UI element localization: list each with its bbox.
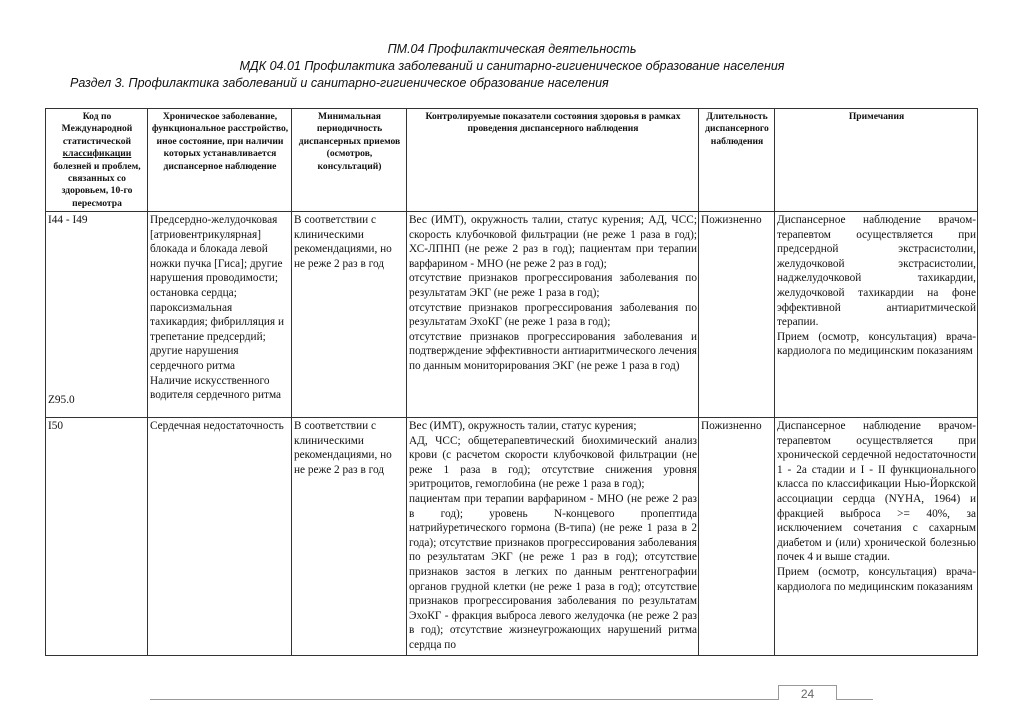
table-row — [46, 418, 978, 656]
header-frequency: Минимальная периодичность диспансерных приемов (осмотров, консультаций) — [292, 109, 407, 212]
header-icd-code: Код по Международной статистической классификации болезней и проблем, связанных со здоровьем, 10-го пересмотра — [46, 109, 148, 212]
duration-cell: Пожизненно — [699, 418, 775, 656]
icd-code-secondary: Z95.0 — [48, 394, 75, 406]
indicators-cell: Вес (ИМТ), окружность талии, статус курения; АД, ЧСС; скорость клубочковой фильтрации (не реже 1 раза в год); ХС-ЛПНП (не реже 2 раз в год); пациентам при терапии варфарином - МНО (не реже 2 раз в год); отсутствие признаков прогрессирования заболевания по результатам ЭКГ (не реже 1 раза в год); отсутствие признаков прогрессирования заболевания по результатам ЭхоКГ (не реже 1 раза в год); отсутствие признаков прогрессирования заболевания и подтверждение эффективности антиаритмического лечения по данным мониторирования ЭКГ (не реже 1 раза в год) — [407, 212, 699, 418]
icd-code-cell: I50 — [46, 418, 148, 656]
footer-rule — [150, 699, 778, 700]
dispensary-table — [45, 108, 978, 656]
header-duration: Длительность диспансерного наблюдения — [699, 109, 775, 212]
table-header-row — [46, 109, 978, 212]
header-notes: Примечания — [775, 109, 978, 212]
module-title: ПМ.04 Профилактическая деятельность — [387, 42, 637, 56]
icd-code-cell: I44 - I49 Z95.0 — [46, 212, 148, 418]
header-indicators: Контролируемые показатели состояния здоровья в рамках проведения диспансерного наблюдения — [407, 109, 699, 212]
frequency-cell: В соответствии с клиническими рекомендациями, но не реже 2 раз в год — [292, 418, 407, 656]
notes-cell: Диспансерное наблюдение врачом-терапевтом осуществляется при хронической сердечной недостаточности 1 - 2а стадии и I - II функционального класса по классификации Нью-Йоркской ассоциации сердца (NYHA, 1964) и фракцией выброса >= 40%, за исключением сочетания с сахарным диабетом и (или) хронической болезнью почек 4 и выше стадии. Прием (осмотр, консультация) врача-кардиолога по медицинским показаниям — [775, 418, 978, 656]
notes-cell: Диспансерное наблюдение врачом-терапевтом осуществляется при предсердной экстрасистолии, желудочковой экстрасистолии, наджелудочковой тахикардии, желудочковой тахикардии на фоне эффективной антиаритмической терапии. Прием (осмотр, консультация) врача-кардиолога по медицинским показаниям — [775, 212, 978, 418]
course-title: МДК 04.01 Профилактика заболеваний и санитарно-гигиеническое образование населения — [239, 59, 785, 73]
duration-cell: Пожизненно — [699, 212, 775, 418]
table-row — [46, 212, 978, 418]
condition-cell: Предсердно-желудочковая [атриовентрикулярная] блокада и блокада левой ножки пучка [Гиса]; другие нарушения проводимости; остановка сердца; пароксизмальная тахикардия; фибрилляция и трепетание предсердий; другие нарушения сердечного ритма Наличие искусственного водителя сердечного ритма — [148, 212, 292, 418]
frequency-cell: В соответствии с клиническими рекомендациями, но не реже 2 раз в год — [292, 212, 407, 418]
footer-rule — [836, 699, 873, 700]
header-condition: Хроническое заболевание, функциональное расстройство, иное состояние, при наличии которых устанавливается диспансерное наблюдение — [148, 109, 292, 212]
indicators-cell: Вес (ИМТ), окружность талии, статус курения; АД, ЧСС; общетерапевтический биохимический анализ крови (с расчетом скорости клубочковой фильтрации (не реже 1 раза в год); отсутствие снижения уровня эритроцитов, гемоглобина (не реже 1 раза в год); пациентам при терапии варфарином - МНО (не реже 2 раз в год); уровень N-концевого пропептида натрийуретического гормона (B-типа) (не реже 1 раза в 2 года); отсутствие признаков прогрессирования заболевания по результатам ЭКГ (не реже 1 раз в год); отсутствие признаков застоя в легких по данным рентгенографии органов грудной клетки (не реже 1 раза в год); отсутствие признаков прогрессирования заболевания по результатам ЭхоКГ - фракция выброса левого желудочка (не реже 2 раз в год); отсутствие жизнеугрожающих нарушений ритма сердца по — [407, 418, 699, 656]
condition-cell: Сердечная недостаточность — [148, 418, 292, 656]
page-number: 24 — [778, 685, 837, 700]
section-title: Раздел 3. Профилактика заболеваний и санитарно-гигиеническое образование населения — [70, 76, 609, 90]
